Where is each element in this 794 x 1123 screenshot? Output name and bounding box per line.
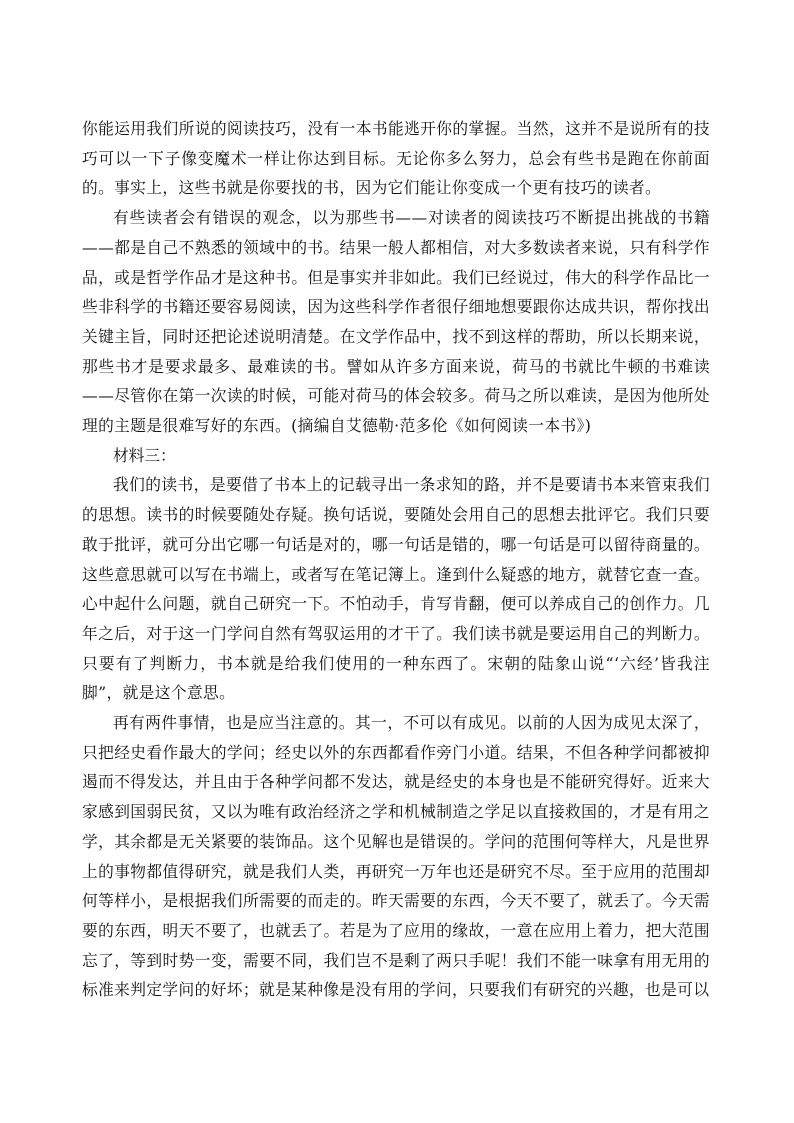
paragraph-reading-critically: 我们的读书，是要借了书本上的记载寻出一条求知的路，并不是要请书本来管束我们的思想。读书的时候要随处存疑。换句话说，要随处会用自己的思想去批评它。我们只要敢于批评，就可分出它哪一句话是对的，哪一句话是错的，哪一句话是可以留待商量的。这些意思就可以写在书端上，或者写在笔记簿上。逢到什么疑惑的地方，就替它查一查。心中起什么问题，就自己研究一下。不怕动手，肯写肯翻，便可以养成自己的创作力。几年之后，对于这一门学问自然有驾驭运用的才干了。我们读书就是要运用自己的判断力。只要有了判断力，书本就是给我们使用的一种东西了。宋朝的陆象山说“‘六经’皆我注脚”，就是这个意思。 xyxy=(82,475,710,703)
document-page xyxy=(82,114,710,1005)
paragraph-no-prejudice: 再有两件事情，也是应当注意的。其一，不可以有成见。以前的人因为成见太深了，只把经史看作最大的学问；经史以外的东西都看作旁门小道。结果，不但各种学问都被抑遏而不得发达，并且由于各种学问都不发达，就是经史的本身也是不能研究得好。近来大家感到国弱民贫，又以为唯有政治经济之学和机械制造之学足以直接救国的，才是有用之学，其余都是无关紧要的装饰品。这个见解也是错误的。学问的范围何等样大，凡是世界上的事物都值得研究，就是我们人类，再研究一万年也还是研究不尽。至于应用的范围却何等样小，是根据我们所需要的而走的。昨天需要的东西，今天不要了，就丢了。今天需要的东西，明天不要了，也就丢了。若是为了应用的缘故，一意在应用上着力，把大范围忘了，等到时势一变，需要不同，我们岂不是剩了两只手呢！我们不能一味拿有用无用的标准来判定学问的好坏；就是某种像是没有用的学问，只要我们有研究的兴趣，也是可以 xyxy=(82,713,710,1000)
paragraph-difficult-books: 有些读者会有错误的观念，以为那些书——对读者的阅读技巧不断提出挑战的书籍——都是自己不熟悉的领域中的书。结果一般人都相信，对大多数读者来说，只有科学作品，或是哲学作品才是这种书。但是事实并非如此。我们已经说过，伟大的科学作品比一些非科学的书籍还要容易阅读，因为这些科学作者很仔细地想要跟你达成共识，帮你找出关键主旨，同时还把论述说明清楚。在文学作品中，找不到这样的帮助，所以长期来说，那些书才是要求最多、最难读的书。譬如从许多方面来说，荷马的书就比牛顿的书难读——尽管你在第一次读的时候，可能对荷马的体会较多。荷马之所以难读，是因为他所处理的主题是很难写好的东西。(摘编自艾德勒·范多伦《如何阅读一本书》) xyxy=(82,208,710,436)
section-heading-material-three: 材料三： xyxy=(113,445,176,465)
paragraph-continuation: 你能运用我们所说的阅读技巧，没有一本书能逃开你的掌握。当然，这并不是说所有的技巧可以一下子像变魔术一样让你达到目标。无论你多么努力，总会有些书是跑在你前面的。事实上，这些书就是你要找的书，因为它们能让你变成一个更有技巧的读者。 xyxy=(82,119,710,198)
